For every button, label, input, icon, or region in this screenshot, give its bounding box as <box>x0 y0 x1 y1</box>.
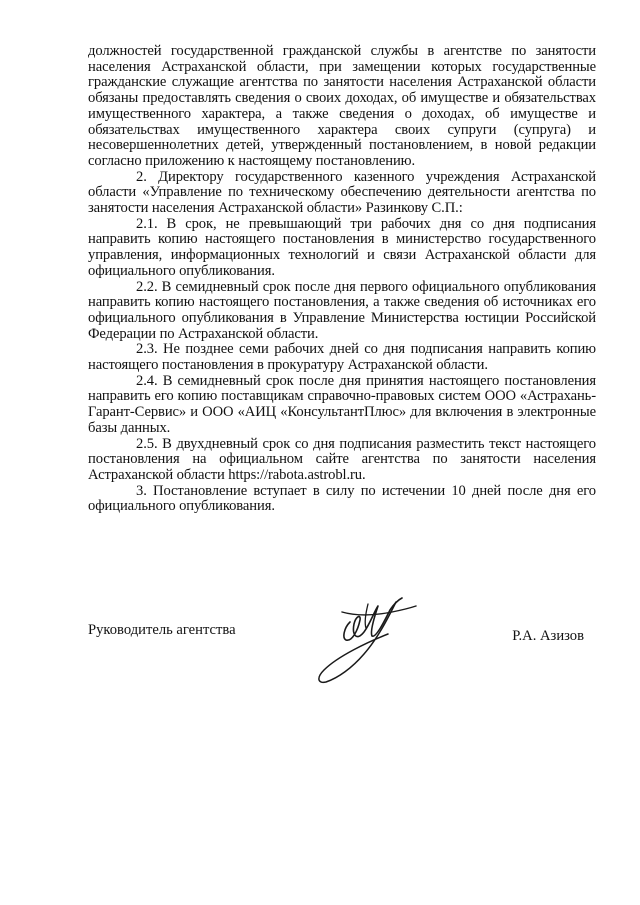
paragraph-item-2-5: 2.5. В двухдневный срок со дня подписания разместить текст настоящего постановления на официальном сайте агентства по занятости населения Астраханской области https://rabota.astrobl.ru. <box>88 435 596 483</box>
paragraph-item-2-1: 2.1. В срок, не превышающий три рабочих дня со дня подписания направить копию настоящего постановления в министерство государственного управления, информационных технологий и связи Астраханской области для официального опубликования. <box>88 215 596 279</box>
handwritten-signature <box>298 582 438 692</box>
paragraph-item-3: 3. Постановление вступает в силу по истечении 10 дней после дня его официального опубликования. <box>88 482 596 515</box>
paragraph-item-2-4: 2.4. В семидневный срок после дня принятия настоящего постановления направить его копию поставщикам справочно-правовых систем ООО «Астрахань-Гарант-Сервис» и ООО «АИЦ «КонсультантПлюс» для включения в электронные базы данных. <box>88 372 596 436</box>
document-body <box>88 44 596 515</box>
paragraph-item-2-3: 2.3. Не позднее семи рабочих дней со дня подписания направить копию настоящего постановления в прокуратуру Астраханской области. <box>88 341 596 374</box>
signatory-title: Руководитель агентства <box>88 622 236 638</box>
signatory-name: Р.А. Азизов <box>512 628 584 644</box>
paragraph-continuation: должностей государственной гражданской службы в агентстве по занятости населения Астраханской области, при замещении которых государственные гражданские служащие агентства по занятости населения Астраханской области обязаны предоставлять сведения о своих доходах, об имуществе и обязательствах имущественного характера, а также сведения о доходах, об имуществе и обязательствах имущественного характера своих супруги (супруга) и несовершеннолетних детей, утвержденный постановлением, в новой редакции согласно приложению к настоящему постановлению. <box>88 43 596 169</box>
paragraph-item-2-2: 2.2. В семидневный срок после дня первого официального опубликования направить копию настоящего постановления, а также сведения об источниках его официального опубликования в Управление Министерства юстиции Российской Федерации по Астраханской области. <box>88 278 596 342</box>
paragraph-item-2: 2. Директору государственного казенного учреждения Астраханской области «Управление по техническому обеспечению деятельности агентства по занятости населения Астраханской области» Разинкову С.П.: <box>88 168 596 217</box>
